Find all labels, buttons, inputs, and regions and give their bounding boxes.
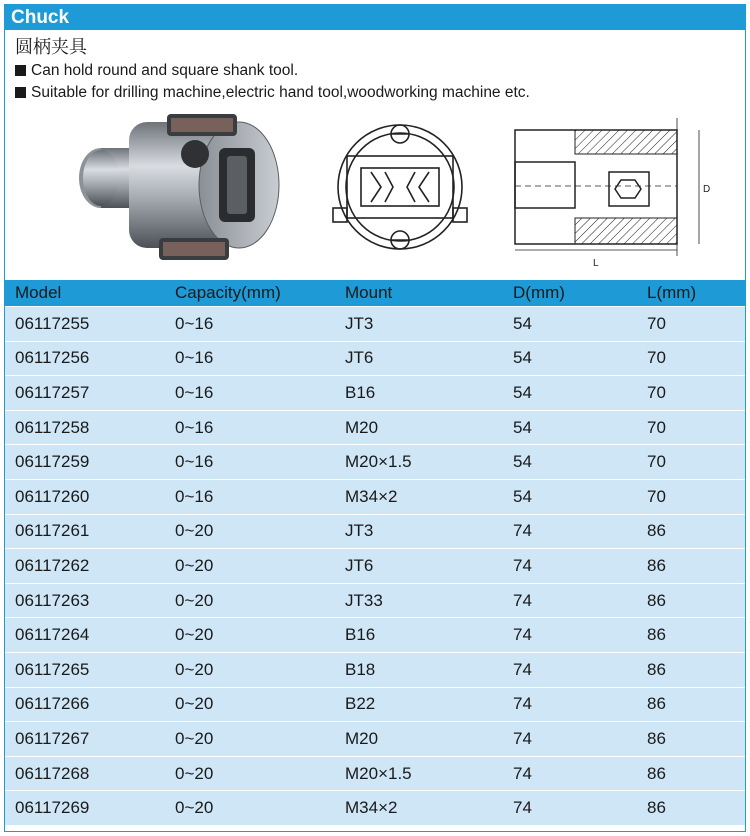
- mount-cell: JT33: [335, 583, 503, 618]
- d-cell: 54: [503, 410, 637, 445]
- table-row: [5, 722, 745, 757]
- mount-cell: M20: [335, 410, 503, 445]
- d-cell: 74: [503, 756, 637, 791]
- table-body: [5, 307, 745, 825]
- l-cell: 86: [637, 791, 745, 825]
- mount-cell: B16: [335, 618, 503, 653]
- model-cell: 06117263: [5, 583, 165, 618]
- table-row: [5, 549, 745, 584]
- chuck-section-drawing: [503, 110, 725, 268]
- d-cell: 54: [503, 341, 637, 376]
- feature-bullet-2: [5, 82, 745, 104]
- product-card: [4, 4, 746, 832]
- model-cell: 06117262: [5, 549, 165, 584]
- model-cell: 06117256: [5, 341, 165, 376]
- bullet-square-icon: [15, 87, 26, 98]
- l-cell: 86: [637, 652, 745, 687]
- table-row: [5, 307, 745, 342]
- d-cell: 74: [503, 549, 637, 584]
- product-figures: [5, 104, 745, 270]
- capacity-cell: 0~20: [165, 652, 335, 687]
- model-cell: 06117257: [5, 376, 165, 411]
- d-cell: 54: [503, 307, 637, 342]
- model-cell: 06117255: [5, 307, 165, 342]
- capacity-cell: 0~20: [165, 549, 335, 584]
- l-cell: 70: [637, 307, 745, 342]
- model-cell: 06117266: [5, 687, 165, 722]
- d-cell: 74: [503, 618, 637, 653]
- table-row: [5, 652, 745, 687]
- model-cell: 06117268: [5, 756, 165, 791]
- mount-cell: M34×2: [335, 791, 503, 825]
- d-cell: 74: [503, 722, 637, 757]
- table-header-row: [5, 280, 745, 307]
- l-cell: 70: [637, 341, 745, 376]
- model-cell: 06117261: [5, 514, 165, 549]
- l-cell: 86: [637, 756, 745, 791]
- l-cell: 70: [637, 479, 745, 514]
- model-cell: 06117264: [5, 618, 165, 653]
- capacity-cell: 0~20: [165, 756, 335, 791]
- feature-text-2: Suitable for drilling machine,electric hand tool,woodworking machine etc.: [31, 84, 530, 101]
- l-cell: 70: [637, 376, 745, 411]
- column-header-d: D(mm): [503, 280, 637, 307]
- capacity-cell: 0~20: [165, 687, 335, 722]
- chuck-photo: [67, 108, 297, 268]
- mount-cell: B16: [335, 376, 503, 411]
- column-header-l: L(mm): [637, 280, 745, 307]
- column-header-capacity: Capacity(mm): [165, 280, 335, 307]
- l-cell: 86: [637, 722, 745, 757]
- column-header-mount: Mount: [335, 280, 503, 307]
- l-cell: 86: [637, 549, 745, 584]
- l-cell: 86: [637, 687, 745, 722]
- model-cell: 06117259: [5, 445, 165, 480]
- table-row: [5, 479, 745, 514]
- capacity-cell: 0~16: [165, 341, 335, 376]
- chinese-subtitle: 圆柄夹具: [15, 37, 87, 58]
- l-cell: 86: [637, 514, 745, 549]
- d-cell: 74: [503, 583, 637, 618]
- d-cell: 54: [503, 445, 637, 480]
- d-cell: 74: [503, 687, 637, 722]
- model-cell: 06117260: [5, 479, 165, 514]
- chuck-front-view-drawing: [325, 112, 475, 262]
- d-cell: 54: [503, 376, 637, 411]
- feature-text-1: Can hold round and square shank tool.: [31, 62, 299, 79]
- l-cell: 86: [637, 583, 745, 618]
- model-cell: 06117269: [5, 791, 165, 825]
- table-row: [5, 445, 745, 480]
- table-row: [5, 514, 745, 549]
- d-cell: 74: [503, 652, 637, 687]
- page-title: Chuck: [5, 5, 745, 30]
- table-row: [5, 341, 745, 376]
- capacity-cell: 0~20: [165, 514, 335, 549]
- l-cell: 70: [637, 445, 745, 480]
- capacity-cell: 0~16: [165, 445, 335, 480]
- l-cell: 70: [637, 410, 745, 445]
- capacity-cell: 0~20: [165, 791, 335, 825]
- capacity-cell: 0~16: [165, 479, 335, 514]
- feature-bullet-1: [5, 60, 745, 82]
- mount-cell: JT3: [335, 307, 503, 342]
- mount-cell: M20×1.5: [335, 756, 503, 791]
- d-cell: 74: [503, 791, 637, 825]
- capacity-cell: 0~20: [165, 618, 335, 653]
- table-row: [5, 583, 745, 618]
- table-row: [5, 410, 745, 445]
- table-row: [5, 791, 745, 825]
- mount-cell: B18: [335, 652, 503, 687]
- mount-cell: B22: [335, 687, 503, 722]
- d-cell: 54: [503, 479, 637, 514]
- mount-cell: JT6: [335, 341, 503, 376]
- table-row: [5, 618, 745, 653]
- table-row: [5, 756, 745, 791]
- capacity-cell: 0~16: [165, 376, 335, 411]
- table-row: [5, 687, 745, 722]
- bullet-square-icon: [15, 65, 26, 76]
- capacity-cell: 0~16: [165, 307, 335, 342]
- mount-cell: JT6: [335, 549, 503, 584]
- capacity-cell: 0~20: [165, 583, 335, 618]
- mount-cell: M20×1.5: [335, 445, 503, 480]
- table-row: [5, 376, 745, 411]
- dimension-d-label: D: [703, 184, 711, 195]
- model-cell: 06117258: [5, 410, 165, 445]
- mount-cell: M20: [335, 722, 503, 757]
- l-cell: 86: [637, 618, 745, 653]
- d-cell: 74: [503, 514, 637, 549]
- capacity-cell: 0~20: [165, 722, 335, 757]
- capacity-cell: 0~16: [165, 410, 335, 445]
- mount-cell: JT3: [335, 514, 503, 549]
- model-cell: 06117265: [5, 652, 165, 687]
- column-header-model: Model: [5, 280, 165, 307]
- dimension-l-label: L: [593, 258, 599, 268]
- model-cell: 06117267: [5, 722, 165, 757]
- mount-cell: M34×2: [335, 479, 503, 514]
- specification-table: [5, 280, 745, 825]
